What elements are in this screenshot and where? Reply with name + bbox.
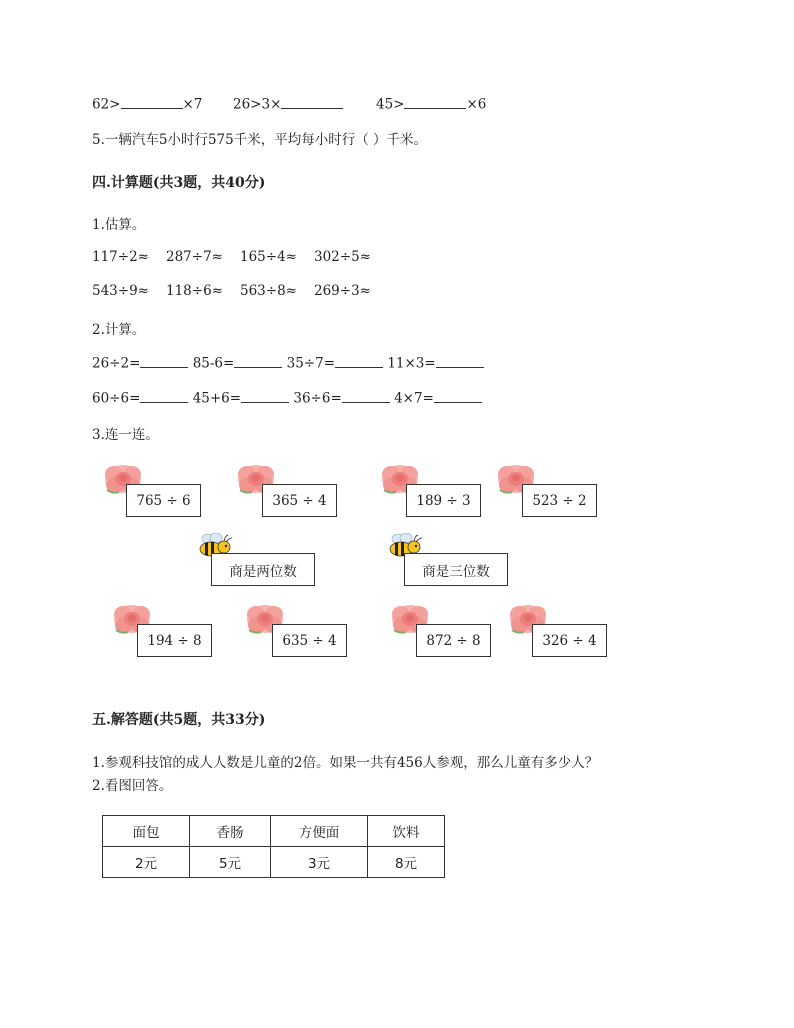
connect-top-card[interactable]: 189 ÷ 3 — [406, 484, 481, 517]
answer-blank[interactable] — [281, 94, 343, 109]
calc-item: 85-6= — [192, 355, 235, 372]
table-row — [103, 816, 445, 847]
compare-c-suffix: ×6 — [466, 96, 487, 113]
table-row — [103, 847, 445, 878]
compare-line — [92, 94, 486, 113]
calc-item: 60÷6= — [92, 390, 141, 407]
answer-problem-2: 2.看图回答。 — [92, 778, 173, 794]
compare-c-prefix: 45> — [375, 96, 405, 113]
table-cell: 2元 — [103, 847, 190, 878]
compare-a-suffix: ×7 — [182, 96, 203, 113]
estimate-item: 118÷6≈ — [166, 283, 223, 299]
calc-item: 45+6= — [192, 390, 242, 407]
answer-blank[interactable] — [140, 353, 188, 368]
calc-row-2 — [92, 388, 482, 407]
calc-item: 35÷7= — [286, 355, 336, 372]
calc-row-1 — [92, 353, 484, 372]
table-header-cell: 面包 — [103, 816, 190, 847]
estimate-item: 302÷5≈ — [314, 249, 371, 265]
section-4-heading: 四.计算题(共3题，共40分) — [92, 175, 266, 191]
connect-top-card[interactable]: 365 ÷ 4 — [262, 484, 337, 517]
connect-three-digit-card[interactable]: 商是三位数 — [404, 553, 508, 586]
estimate-item: 563÷8≈ — [240, 283, 297, 299]
connect-two-digit-card[interactable]: 商是两位数 — [211, 553, 315, 586]
connect-top-card[interactable]: 765 ÷ 6 — [126, 484, 201, 517]
table-cell: 3元 — [271, 847, 368, 878]
calc-item: 26÷2= — [92, 355, 141, 372]
answer-blank[interactable] — [335, 353, 383, 368]
answer-blank[interactable] — [241, 388, 289, 403]
connect-bottom-card[interactable]: 872 ÷ 8 — [416, 624, 491, 657]
table-header-cell: 饮料 — [368, 816, 445, 847]
table-header-cell: 方便面 — [271, 816, 368, 847]
connect-bottom-card[interactable]: 326 ÷ 4 — [532, 624, 607, 657]
price-table — [102, 815, 445, 878]
table-header-cell: 香肠 — [190, 816, 271, 847]
estimate-item: 165÷4≈ — [240, 249, 297, 265]
estimate-item: 543÷9≈ — [92, 283, 149, 299]
calc-item: 36÷6= — [293, 390, 342, 407]
table-cell: 5元 — [190, 847, 271, 878]
connect-top-card[interactable]: 523 ÷ 2 — [522, 484, 597, 517]
compare-b-prefix: 26>3× — [233, 96, 282, 113]
answer-blank[interactable] — [342, 388, 390, 403]
answer-blank[interactable] — [436, 353, 484, 368]
problem-2-title: 2.计算。 — [92, 322, 146, 338]
estimate-item: 287÷7≈ — [166, 249, 223, 265]
answer-problem-1: 1.参观科技馆的成人人数是儿童的2倍。如果一共有456人参观，那么儿童有多少人？ — [92, 755, 599, 771]
estimate-item: 117÷2≈ — [92, 249, 149, 265]
answer-blank[interactable] — [434, 388, 482, 403]
calc-item: 11×3= — [387, 355, 436, 372]
problem-1-title: 1.估算。 — [92, 217, 146, 233]
problem-3-title: 3.连一连。 — [92, 427, 159, 443]
question-5: 5.一辆汽车5小时行575千米，平均每小时行（ ）千米。 — [92, 132, 428, 148]
calc-item: 4×7= — [394, 390, 434, 407]
compare-a-prefix: 62> — [92, 96, 121, 113]
table-cell: 8元 — [368, 847, 445, 878]
estimate-item: 269÷3≈ — [314, 283, 371, 299]
section-5-heading: 五.解答题(共5题，共33分) — [92, 712, 266, 728]
answer-blank[interactable] — [404, 94, 466, 109]
estimate-row-1 — [92, 249, 388, 265]
estimate-row-2 — [92, 283, 388, 299]
answer-blank[interactable] — [234, 353, 282, 368]
connect-bottom-card[interactable]: 635 ÷ 4 — [272, 624, 347, 657]
connect-bottom-card[interactable]: 194 ÷ 8 — [137, 624, 212, 657]
answer-blank[interactable] — [121, 94, 183, 109]
answer-blank[interactable] — [140, 388, 188, 403]
